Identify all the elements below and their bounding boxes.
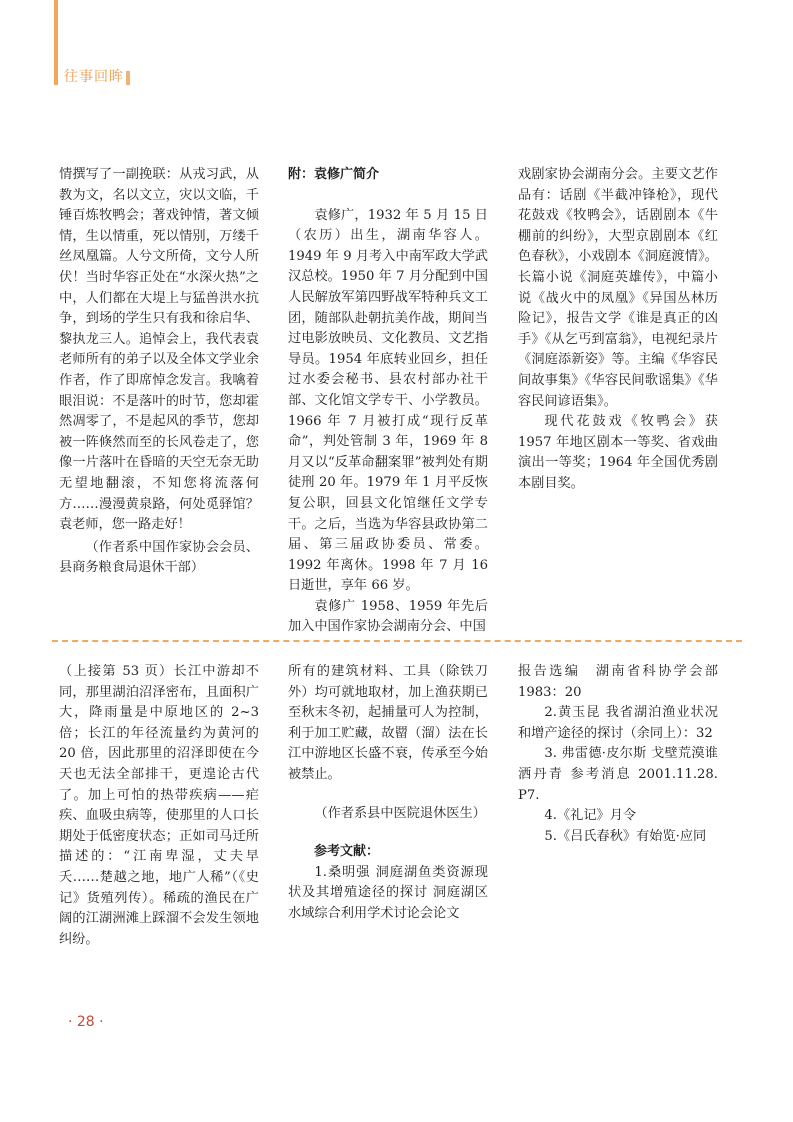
- reference-4: 4.《礼记》月令: [544, 808, 637, 824]
- column-continued-article: [59, 662, 259, 950]
- column-references: [518, 662, 718, 847]
- column-works: [518, 165, 718, 495]
- references-heading: 参考文献：: [314, 844, 380, 860]
- article-end-body: 所有的建筑材料、工具（除铁刀外）均可就地取材，加上渔获期已至秋末冬初，起捕量可人为控制，利于加工贮藏，故罶（溜）法在长江中游地区长盛不衰，传承至今始被禁止。: [288, 664, 488, 782]
- author-note-1: （作者系中国作家协会会员、县商务粮食局退休干部）: [59, 539, 259, 576]
- column-article-end: [288, 662, 488, 925]
- biography-heading: 附：袁修广简介: [288, 167, 380, 182]
- section-divider: [52, 640, 742, 642]
- reference-3: 3. 弗雷德·皮尔斯 戈壁荒漠谁洒丹青 参考消息 2001.11.28. P7.: [518, 746, 718, 803]
- reference-1-continued: 报告选编 湖南省科协学会部 1983：20: [518, 664, 718, 700]
- section-tag-marker: [126, 71, 130, 85]
- section-tag: 往事回眸: [64, 69, 124, 85]
- reference-5: 5.《吕氏春秋》有始览·应同: [544, 828, 707, 844]
- header-accent-bar: [54, 0, 58, 85]
- reference-2: 2.黄玉昆 我省湖泊渔业状况和增产途径的探讨（余同上）：32: [518, 705, 718, 741]
- column-biography: [288, 165, 488, 638]
- memorial-body: 情撰写了一副挽联：从戎习武，从教为文，名以文立，灾以文临，千锤百炼牧鸭会；著戏钟情，著文倾情，生以情重，死以情别，万缕千丝凤凰篇。人兮文所倚，文兮人所伏！当时华容正处在“水深火热”之中，人们都在大堤上与猛兽洪水抗争，到场的学生只有我和徐启华、黎执龙三人。追悼会上，我代表袁老师所有的弟子以及全体文学业余作者，作了即席悼念发言。我噙着眼泪说：不是落叶的时节，您却霍然凋零了，不是起风的季节，您却被一阵倏然而至的长风卷走了，您像一片落叶在昏暗的天空无奈无助无望地翻滚，不知您将流落何方……漫漫黄泉路，何处觅驿馆？袁老师，您一路走好！: [59, 167, 259, 533]
- biography-para-1: 袁修广，1932 年 5 月 15 日（农历）出生，湖南华容人。1949 年 9 月考入中南军政大学武汉总校。1950 年 7 月分配到中国人民解放军第四野战军特种兵文工团，随部队赴朝抗美作战，期间当过电影放映员、文化教员、文艺指导员。1954 年底转业回乡，担任过水委会秘书、县农村部办社干部、文化馆文学专干、小学教员。1966 年 7 月被打成“现行反革命”，判处管制 3 年，1969 年 8 月又以“反革命翻案罪”被判处有期徒刑 20 年。1979 年 1 月平反恢复公职，回县文化馆继任文学专干。之后，当选为华容县政协第二届、第三届政协委员、常委。1992 年离休。1998 年 7 月 16 日逝世，享年 66 岁。: [288, 207, 488, 594]
- page-number: · 28 ·: [68, 1014, 104, 1030]
- column-memorial-text: [59, 165, 259, 579]
- author-note-2: （作者系县中医院退休医生）: [314, 805, 486, 821]
- continued-body: （上接第 53 页）长江中游却不同，那里湖泊沼泽密布，且面积广大，降雨量是中原地区的 2~3 倍；长江的年径流量约为黄河的 20 倍，因此那里的沼泽即使在今天也无法全部排干，更遑论古代了。加上可怕的热带疾病——疟疾、血吸虫病等，使那里的人口长期处于低密度状态；正如司马迁所描述的：“江南卑湿，丈夫早夭……楚越之地，地广人稀”（《史记》货殖列传）。稀疏的渔民在广阔的江湖洲滩上踩溜不会发生领地纠纷。: [59, 664, 259, 947]
- works-para-2: 现代花鼓戏《牧鸭会》获 1957 年地区剧本一等奖、省戏曲演出一等奖；1964 年全国优秀剧本剧目奖。: [518, 414, 718, 491]
- works-para-1: 戏剧家协会湖南分会。主要文艺作品有：话剧《半截冲锋枪》，现代花鼓戏《牧鸭会》，话剧剧本《牛棚前的纠纷》，大型京剧剧本《红色春秋》，小戏剧本《洞庭渡情》。长篇小说《洞庭英雄传》，中篇小说《战火中的凤凰》《异国丛林历险记》，报告文学《谁是真正的凶手》《从乞丐到富翁》，电视纪录片《洞庭添新姿》等。主编《华容民间故事集》《华容民间歌谣集》《华容民间谚语集》。: [518, 167, 718, 409]
- biography-para-2: 袁修广 1958、1959 年先后加入中国作家协会湖南分会、中国: [288, 598, 488, 635]
- reference-1: 1.桑明强 洞庭湖鱼类资源现状及其增殖途径的探讨 洞庭湖区水域综合利用学术讨论会论文: [288, 864, 488, 921]
